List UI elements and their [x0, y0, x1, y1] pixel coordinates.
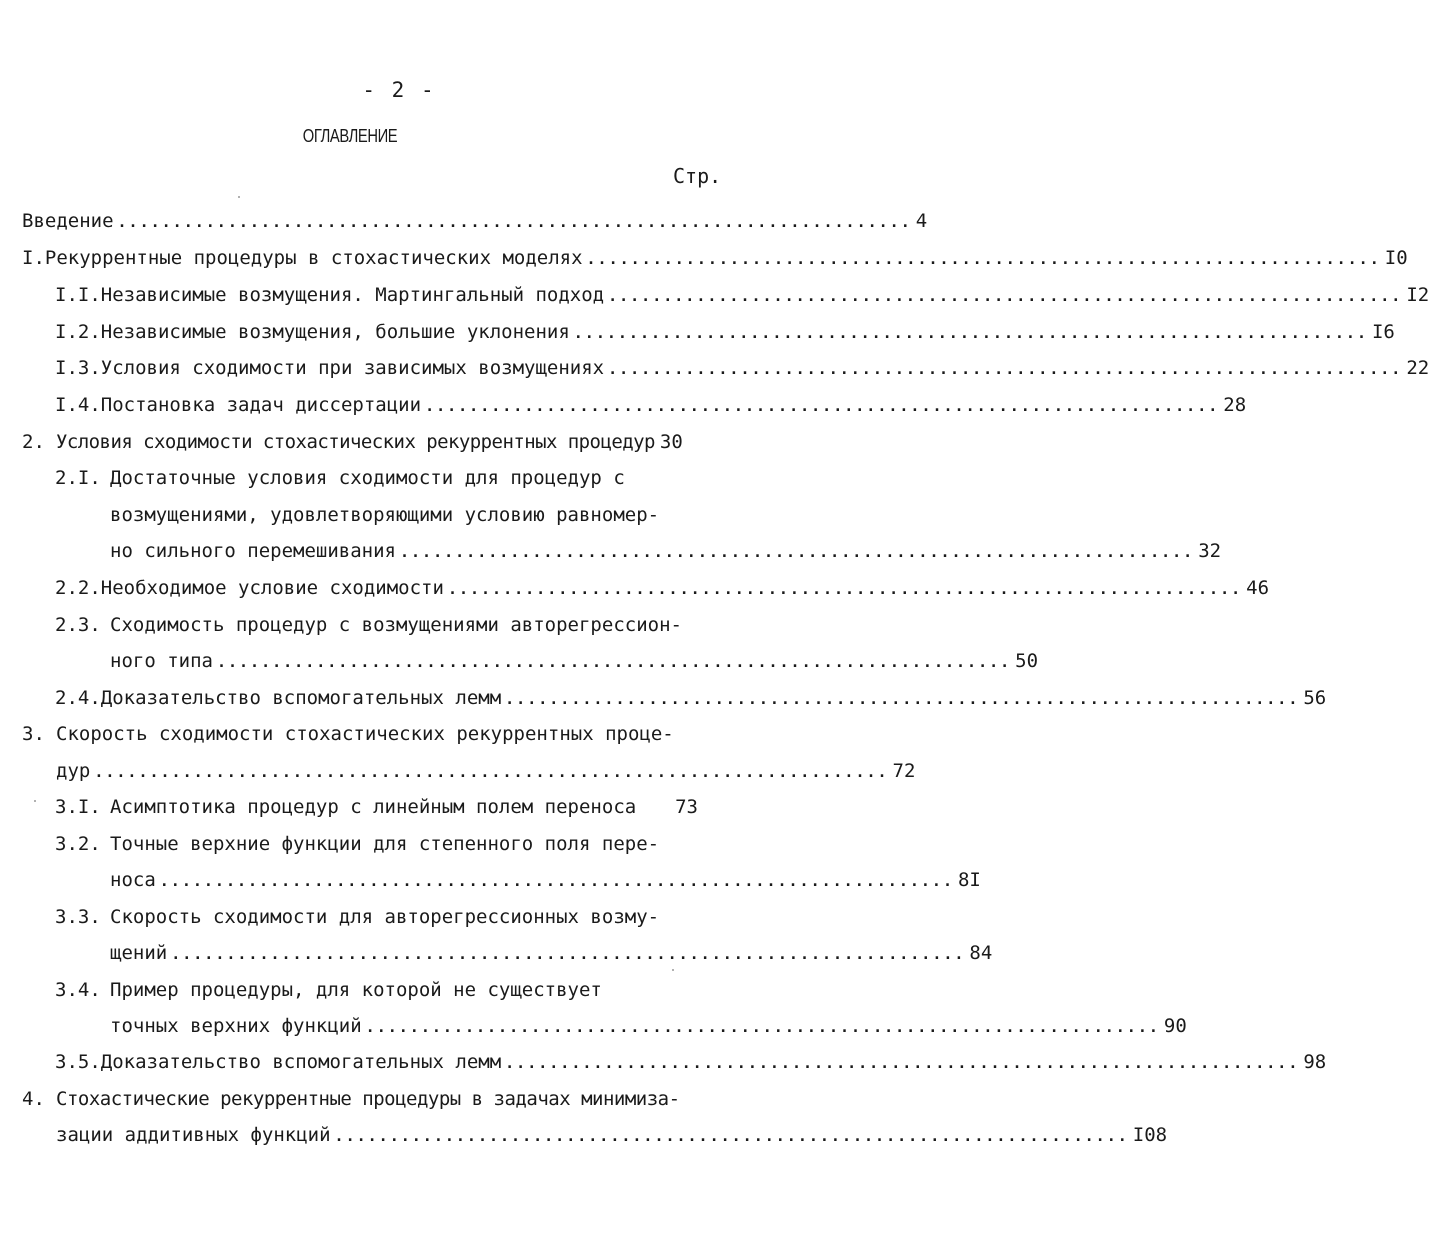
toc-entry-title: Точные верхние функции для степенного поля пере-	[110, 833, 660, 855]
toc-entry-page: 28	[1223, 394, 1247, 416]
toc-entry-page: 32	[1198, 540, 1222, 562]
toc-entry-title: Скорость сходимости стохастических рекуррентных проце-	[56, 723, 674, 745]
toc-entry-section-1-4[interactable]	[55, 391, 1247, 419]
leader-dots: ........................................................................	[171, 945, 966, 963]
toc-entry-page: 4	[915, 210, 928, 232]
leader-dots: ........................................................................	[505, 1054, 1300, 1072]
toc-entry-chapter-3-line-1[interactable]	[22, 720, 698, 748]
toc-entry-title: Введение	[22, 210, 114, 232]
toc-entry-section-3-4-line-2	[110, 1012, 1187, 1040]
toc-entry-section-2-3-line-1[interactable]	[55, 611, 698, 639]
scan-speck	[238, 196, 240, 198]
toc-entry-title: Рекуррентные процедуры в стохастических моделях	[44, 247, 583, 269]
page-number: - 2 -	[362, 78, 436, 102]
toc-entry-section-3-2-line-2	[110, 866, 981, 894]
leader-dots: ........................................................................	[399, 543, 1195, 561]
leader-dots: ........................................................................	[505, 690, 1300, 708]
toc-entry-title: Сходимость процедур с возмущениями авторегрессион-	[110, 614, 682, 636]
scan-speck	[34, 800, 36, 802]
leader-dots: ........................................................................	[117, 213, 912, 231]
toc-entry-title: Скорость сходимости для авторегрессионных возму-	[110, 906, 660, 928]
toc-entry-chapter-1[interactable]	[22, 244, 1408, 272]
toc-entry-title: Независимые возмущения. Мартингальный подход	[100, 284, 605, 306]
toc-entry-title-continued: носа	[110, 869, 156, 891]
toc-entry-number: I.	[22, 247, 45, 269]
toc-entry-section-2-4[interactable]	[55, 684, 1327, 712]
toc-entry-page: 56	[1303, 687, 1327, 709]
toc-entry-chapter-4-line-2	[56, 1121, 1168, 1149]
toc-entry-section-3-4-line-1[interactable]	[55, 976, 698, 1004]
toc-entry-page: 8I	[957, 869, 981, 891]
toc-entry-title-continued: точных верхних функций	[110, 1015, 362, 1037]
toc-entry-title: Стохастические рекуррентные процедуры в задачах минимиза-	[56, 1088, 680, 1110]
toc-entry-page: I2	[1406, 284, 1429, 306]
toc-entry-title-continued: возмущениями, удовлетворяющими условию равномер-	[110, 504, 660, 526]
toc-entry-title: Независимые возмущения, большие уклонения	[100, 321, 570, 343]
toc-entry-number: I.3.	[55, 357, 101, 379]
toc-entry-page: 90	[1163, 1015, 1187, 1037]
toc-entry-title: Условия сходимости при зависимых возмущениях	[100, 357, 605, 379]
page-title: ОГЛАВЛЕНИЕ	[302, 126, 398, 146]
toc-entry-page: 72	[892, 760, 916, 782]
leader-dots: ........................................................................	[365, 1018, 1160, 1036]
toc-entry-number: 2.3.	[55, 614, 101, 636]
toc-entry-section-1-2[interactable]	[55, 318, 1395, 346]
toc-entry-number: 2.I.	[55, 467, 101, 489]
toc-entry-chapter-3-line-2	[56, 757, 916, 785]
toc-entry-number: 3.5.	[55, 1051, 101, 1073]
toc-entry-section-2-1-line-1[interactable]	[55, 464, 698, 492]
toc-entry-intro[interactable]	[22, 207, 928, 235]
toc-entry-number: 3.2.	[55, 833, 101, 855]
toc-entry-chapter-2[interactable]	[22, 428, 698, 456]
toc-entry-section-3-1[interactable]	[55, 793, 698, 821]
toc-entry-page: 46	[1246, 577, 1270, 599]
toc-entry-number: 3.	[22, 723, 45, 745]
toc-entry-title: Асимптотика процедур с линейным полем переноса	[110, 796, 637, 818]
toc-entry-title-continued: щений	[110, 942, 168, 964]
toc-entry-page: I6	[1371, 321, 1395, 343]
toc-entry-section-1-1[interactable]	[55, 281, 1429, 309]
toc-entry-page: I0	[1384, 247, 1408, 269]
leader-dots: ........................................................................	[334, 1127, 1129, 1145]
toc-entry-number: 3.3.	[55, 906, 101, 928]
scan-speck	[672, 969, 674, 971]
toc-entry-title-continued: но сильного перемешивания	[110, 540, 396, 562]
leader-dots: ........................................................................	[586, 250, 1381, 268]
toc-entry-number: 3.4.	[55, 979, 101, 1001]
leader-dots: ........................................................................	[608, 287, 1403, 305]
toc-entry-page: 73	[675, 796, 698, 818]
toc-entry-page: 22	[1406, 357, 1429, 379]
toc-entry-title: Пример процедуры, для которой не существует	[110, 979, 602, 1001]
toc-entry-section-2-1-line-2	[110, 501, 698, 529]
toc-entry-page: I08	[1132, 1124, 1168, 1146]
toc-entry-title: Постановка задач диссертации	[100, 394, 422, 416]
toc-entry-section-3-5[interactable]	[55, 1048, 1327, 1076]
toc-entry-number: 4.	[22, 1088, 45, 1110]
leader-dots: ........................................................................	[608, 360, 1403, 378]
toc-entry-number: 2.2.	[55, 577, 101, 599]
toc-entry-number: 2.	[22, 431, 45, 453]
toc-entry-title: Необходимое условие сходимости	[100, 577, 444, 599]
toc-entry-page: 30	[659, 431, 683, 453]
toc-entry-chapter-4-line-1[interactable]	[22, 1085, 698, 1113]
toc-entry-page: 98	[1303, 1051, 1327, 1073]
toc-entry-section-2-3-line-2	[110, 647, 1039, 675]
leader-dots: ........................................................................	[573, 324, 1368, 342]
toc-entry-page: 50	[1015, 650, 1039, 672]
toc-entry-title-continued: ного типа	[110, 650, 213, 672]
toc-entry-section-1-3[interactable]	[55, 354, 1429, 382]
leader-dots: ........................................................................	[159, 872, 954, 890]
toc-entry-title: Доказательство вспомогательных лемм	[100, 687, 502, 709]
toc-entry-title-continued: зации аддитивных функций	[56, 1124, 331, 1146]
toc-entry-page: 84	[969, 942, 993, 964]
toc-entry-section-3-2-line-1[interactable]	[55, 830, 698, 858]
toc-entry-title: Доказательство вспомогательных лемм	[100, 1051, 502, 1073]
toc-entry-section-3-3-line-1[interactable]	[55, 903, 698, 931]
toc-entry-section-2-1-line-3	[110, 537, 1222, 565]
toc-entry-title-continued: дур	[56, 760, 91, 782]
toc-entry-title: Достаточные условия сходимости для процедур с	[110, 467, 625, 489]
leader-dots: ........................................................................	[447, 580, 1243, 598]
toc-entry-number: 3.I.	[55, 796, 101, 818]
toc-entry-number: I.4.	[55, 394, 101, 416]
toc-entry-number: I.I.	[55, 284, 101, 306]
toc-entry-title: Условия сходимости стохастических рекуррентных процедур	[56, 431, 655, 453]
toc-entry-section-3-3-line-2	[110, 939, 993, 967]
page-column-label: Стр.	[673, 164, 722, 188]
leader-dots: ........................................................................	[216, 653, 1012, 671]
toc-entry-number: I.2.	[55, 321, 101, 343]
toc-entry-number: 2.4.	[55, 687, 101, 709]
leader-dots: ........................................................................	[425, 397, 1220, 415]
leader-dots: ........................................................................	[94, 763, 889, 781]
toc-entry-section-2-2[interactable]	[55, 574, 1270, 602]
